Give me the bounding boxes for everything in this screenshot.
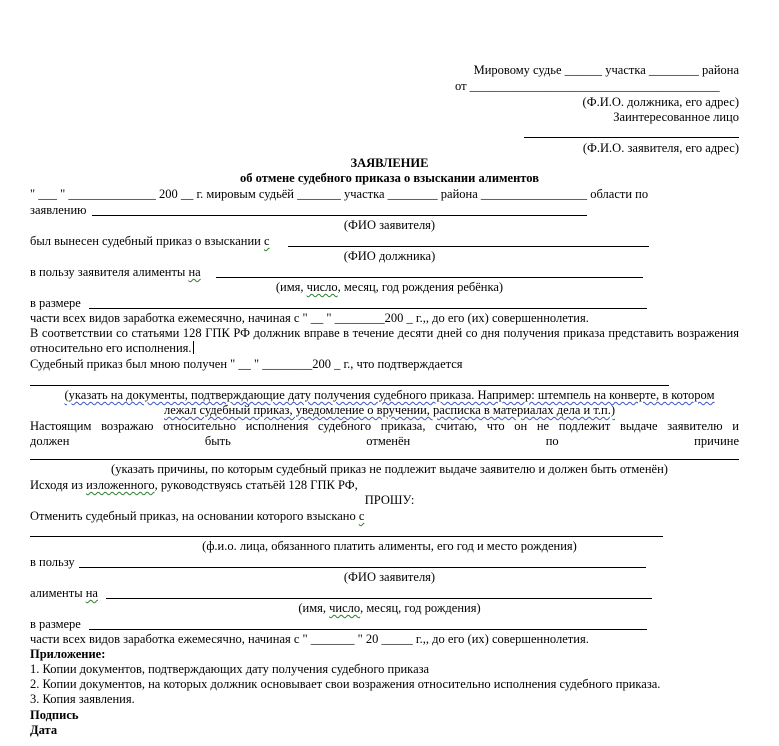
applicant-name-note: (ФИО заявителя) [343,218,436,232]
attachments-title: Приложение: [30,647,106,661]
recipient-note-a: (имя, [298,601,330,615]
objection-line-1: Настоящим возражаю относительно исполнения судебного приказа, считаю, что он не подлежит выдаче заявителю и [30,419,739,433]
child-note-a: (имя, [275,280,307,294]
alimony-line [30,586,98,601]
based-on-b: изложенного [86,478,155,492]
evidence-note-line-1: (указать на документы, подтверждающие дату получения судебного приказа. Например: штемпель на конверте, в котором [64,388,715,402]
header-debtor-note: (Ф.И.О. должника, его адрес) [582,95,739,109]
order-date-line: " ___ " ______________ 200 __ г. мировым судьёй _______ участка ________ района _________________ области по [30,187,649,201]
document-subtitle: об отмене судебного приказа о взыскании алиментов [240,171,539,185]
legal-basis-paragraph [30,326,739,356]
payer-info-note: (ф.и.о. лица, обязанного платить алименты, его год и место рождения) [202,539,577,553]
header-court-line: Мировому судье ______ участка ________ района [473,63,739,77]
based-on-c: , руководствуясь статьёй 128 ГПК РФ, [154,478,358,492]
evidence-rule [30,385,669,386]
based-on-a: Исходя из [30,478,87,492]
child-note-b: число [306,280,338,294]
amount-rule [89,308,647,309]
text-cursor [193,341,194,354]
recipient-note-b: число [329,601,361,615]
attachment-item: 3. Копия заявления. [30,692,135,706]
amount-rule-2 [89,629,647,630]
earnings-start-line: части всех видов заработка ежемесячно, начиная с " __ " ________200 _ г.,, до его (их) совершеннолетия. [30,311,589,325]
in-favor-rule [79,567,646,568]
order-issued-text: был вынесен судебный приказ о взыскании [30,234,264,248]
document-title: ЗАЯВЛЕНИЕ [350,156,429,170]
payer-info-rule [30,536,663,537]
child-note-c: , месяц, год рождения ребёнка) [337,280,504,294]
request-heading: ПРОШУ: [364,493,415,507]
amount-label-2: в размере [30,617,81,631]
header-applicant-note: (Ф.И.О. заявителя, его адрес) [582,141,739,155]
received-date-line: Судебный приказ был мною получен " __ " ________200 _ г., что подтверждается [30,357,463,371]
reasons-note: (указать причины, по которым судебный приказ не подлежит выдаче заявителю и должен быть отменён) [111,462,668,476]
objection-word: быть [204,434,231,448]
legal-basis-text: В соответствии со статьями 128 ГПК РФ должник вправе в течение десяти дней со дня получения приказа представить возражения относительно его исполнения. [30,326,739,355]
debtor-name-rule [288,246,649,247]
alimony-text: алименты [30,586,86,600]
earnings-start-line-2: части всех видов заработка ежемесячно, начиная с " _______ " 20 _____ г.,, до его (их) совершеннолетия. [30,632,589,646]
cancel-order-text: Отменить судебный приказ, на основании которого взыскано [30,509,359,523]
recipient-info-rule [106,598,652,599]
header-applicant-rule [524,137,739,138]
signature-label: Подпись [30,708,79,722]
header-interested-party: Заинтересованное лицо [613,110,739,124]
based-on-line [30,478,358,493]
alimony-for-text: в пользу заявителя алименты [30,265,189,279]
date-label: Дата [30,723,58,737]
order-issued-line [30,234,270,249]
alimony-for-na: на [188,265,201,279]
cancel-order-line [30,509,364,524]
in-favor-label: в пользу [30,555,75,569]
objection-word: по [545,434,559,448]
reasons-rule [30,459,739,460]
evidence-note-line-2: лежал судебный приказ, уведомление о вручении, расписка в материалах дела и т.п.) [164,403,615,417]
recipient-info-note [0,601,779,616]
objection-word: отменён [366,434,411,448]
objection-word: причине [694,434,739,448]
objection-word: должен [30,434,70,448]
header-from-line: от ________________________________________ [455,79,720,93]
alimony-for-line [30,265,201,280]
child-info-rule [216,277,643,278]
application-label: заявлению [30,203,87,217]
cancel-order-from: с [358,509,365,523]
objection-line-2 [30,434,739,449]
debtor-name-note: (ФИО должника) [343,249,436,263]
child-info-note [0,280,779,295]
attachment-item: 2. Копии документов, на которых должник основывает свои возражения относительно исполнения судебного приказа. [30,677,661,691]
alimony-na: на [85,586,98,600]
attachment-item: 1. Копии документов, подтверждающих дату получения судебного приказа [30,662,430,676]
amount-label: в размере [30,296,81,310]
in-favor-note: (ФИО заявителя) [343,570,436,584]
order-issued-from: с [263,234,270,248]
recipient-note-c: , месяц, год рождения) [360,601,481,615]
applicant-name-rule [92,215,587,216]
